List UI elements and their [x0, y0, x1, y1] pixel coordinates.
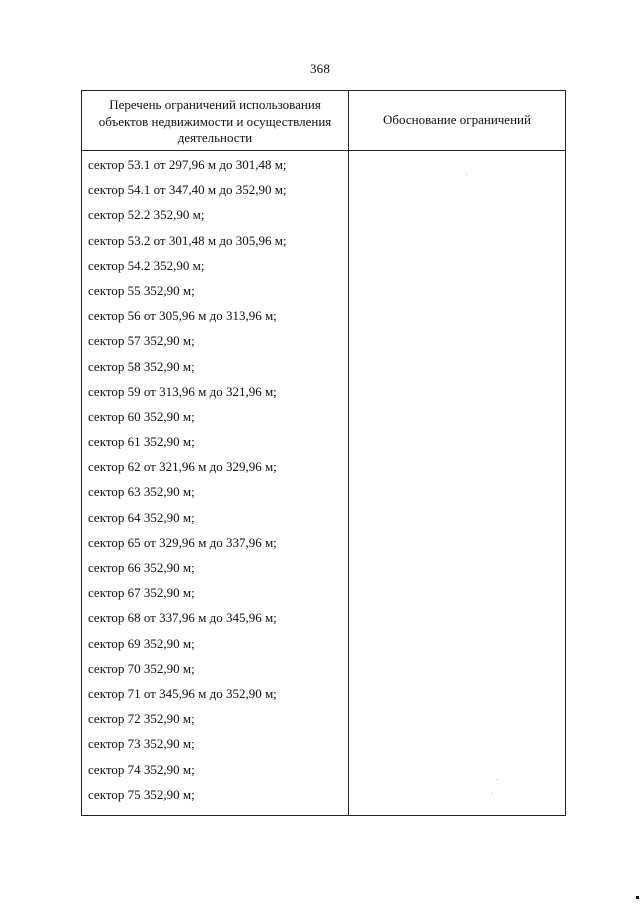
page-number: 368 — [309, 61, 331, 76]
header-line: Перечень ограничений использования — [109, 97, 321, 112]
table-row: сектор 60 352,90 м; — [88, 408, 195, 424]
table-row: сектор 65 от 329,96 м до 337,96 м; — [88, 534, 277, 550]
table-row: сектор 67 352,90 м; — [88, 585, 195, 601]
table-row: сектор 56 от 305,96 м до 313,96 м; — [88, 308, 277, 324]
table-row: сектор 66 352,90 м; — [88, 560, 195, 575]
scan-edge-mark — [636, 896, 639, 899]
table-row: сектор 74 352,90 м; — [88, 761, 195, 777]
scan-speck — [497, 779, 498, 780]
header-justification: Обоснование ограничений — [383, 112, 531, 127]
sector-list — [88, 157, 346, 812]
table-row: сектор 53.1 от 297,96 м до 301,48 м; — [88, 157, 287, 172]
table-row: сектор 69 352,90 м; — [88, 635, 195, 651]
table-row: сектор 71 от 345,96 м до 352,90 м; — [88, 685, 277, 701]
table-row: сектор 54.2 352,90 м; — [88, 257, 205, 273]
table-row: сектор 64 352,90 м; — [88, 509, 195, 525]
column-divider — [348, 91, 349, 815]
table-row: сектор 54.1 от 347,40 м до 352,90 м; — [88, 182, 287, 198]
table-row: сектор 59 от 313,96 м до 321,96 м; — [88, 383, 277, 399]
scan-speck — [466, 174, 467, 175]
table-row: сектор 57 352,90 м; — [88, 333, 195, 349]
table-row: сектор 52.2 352,90 м; — [88, 207, 205, 223]
table-row: сектор 70 352,90 м; — [88, 660, 195, 676]
table-row: сектор 72 352,90 м; — [88, 711, 195, 727]
scan-speck — [492, 793, 493, 794]
table-row: сектор 53.2 от 301,48 м до 305,96 м; — [88, 232, 287, 248]
table-row: сектор 73 352,90 м; — [88, 736, 195, 752]
table-row: сектор 75 352,90 м; — [88, 786, 195, 802]
restrictions-table — [81, 90, 566, 816]
header-line: деятельности — [177, 130, 253, 145]
table-row: сектор 58 352,90 м; — [88, 358, 195, 374]
table-row: сектор 63 352,90 м; — [88, 484, 195, 500]
header-restrictions-list — [84, 97, 346, 147]
header-line: объектов недвижимости и осуществления — [98, 113, 332, 129]
table-row: сектор 61 352,90 м; — [88, 434, 195, 450]
table-row: сектор 68 от 337,96 м до 345,96 м; — [88, 610, 277, 626]
table-row: сектор 62 от 321,96 м до 329,96 м; — [88, 459, 277, 475]
table-row: сектор 55 352,90 м; — [88, 282, 195, 298]
table-header — [82, 91, 565, 151]
